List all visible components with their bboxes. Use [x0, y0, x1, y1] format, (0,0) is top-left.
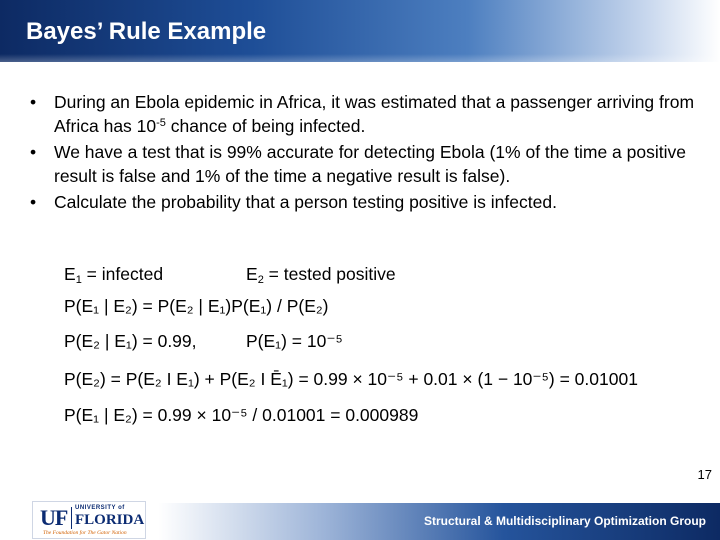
page-number: 17 [697, 467, 712, 482]
formula-e2: $E_2$ = tested positive [246, 264, 396, 286]
bullet-dot: • [30, 192, 37, 212]
formula-total-probability: P(E₂) = P(E₂ I E₁) + P(E₂ I Ē₁) = 0.99 × 10⁻⁵ + 0.01 × (1 − 10⁻⁵) = 0.01001 [64, 369, 638, 389]
bullet-dot: • [30, 92, 37, 112]
bullet-exponent: -5 [156, 117, 166, 129]
logo-university-text: UNIVERSITY of [75, 505, 125, 511]
slide-title: Bayes’ Rule Example [26, 18, 267, 45]
formula-likelihood: P(E₂ | E₁) = 0.99, [64, 331, 197, 351]
bullet-dot: • [30, 142, 37, 162]
bullet-text: During an Ebola epidemic in Africa, it was estimated that a passenger arriving from Africa has 10 [54, 92, 695, 136]
formula-e1: $E_1$ = infected [64, 264, 164, 286]
bullet-text-end: chance of being infected. [165, 116, 366, 136]
formula-prior: P(E₁) = 10⁻⁵ [246, 331, 343, 351]
university-logo [32, 501, 146, 539]
formula-posterior: P(E₁ | E₂) = 0.99 × 10⁻⁵ / 0.01001 = 0.000989 [64, 405, 419, 425]
logo-divider [71, 507, 72, 529]
bullet-text: We have a test that is 99% accurate for detecting Ebola (1% of the time a positive result is false and 1% of the time a negative result is false). [54, 142, 686, 186]
logo-uf-mark: UF [40, 505, 68, 530]
logo-florida-text: FLORIDA [75, 512, 145, 528]
logo-tagline: The Foundation for The Gator Nation [43, 530, 127, 536]
formula-bayes-rule: P(E₁ | E₂) = P(E₂ | E₁)P(E₁) / P(E₂) [64, 296, 329, 316]
bullet-text: Calculate the probability that a person testing positive is infected. [54, 192, 557, 212]
footer-group-name: Structural & Multidisciplinary Optimization Group [423, 514, 706, 528]
